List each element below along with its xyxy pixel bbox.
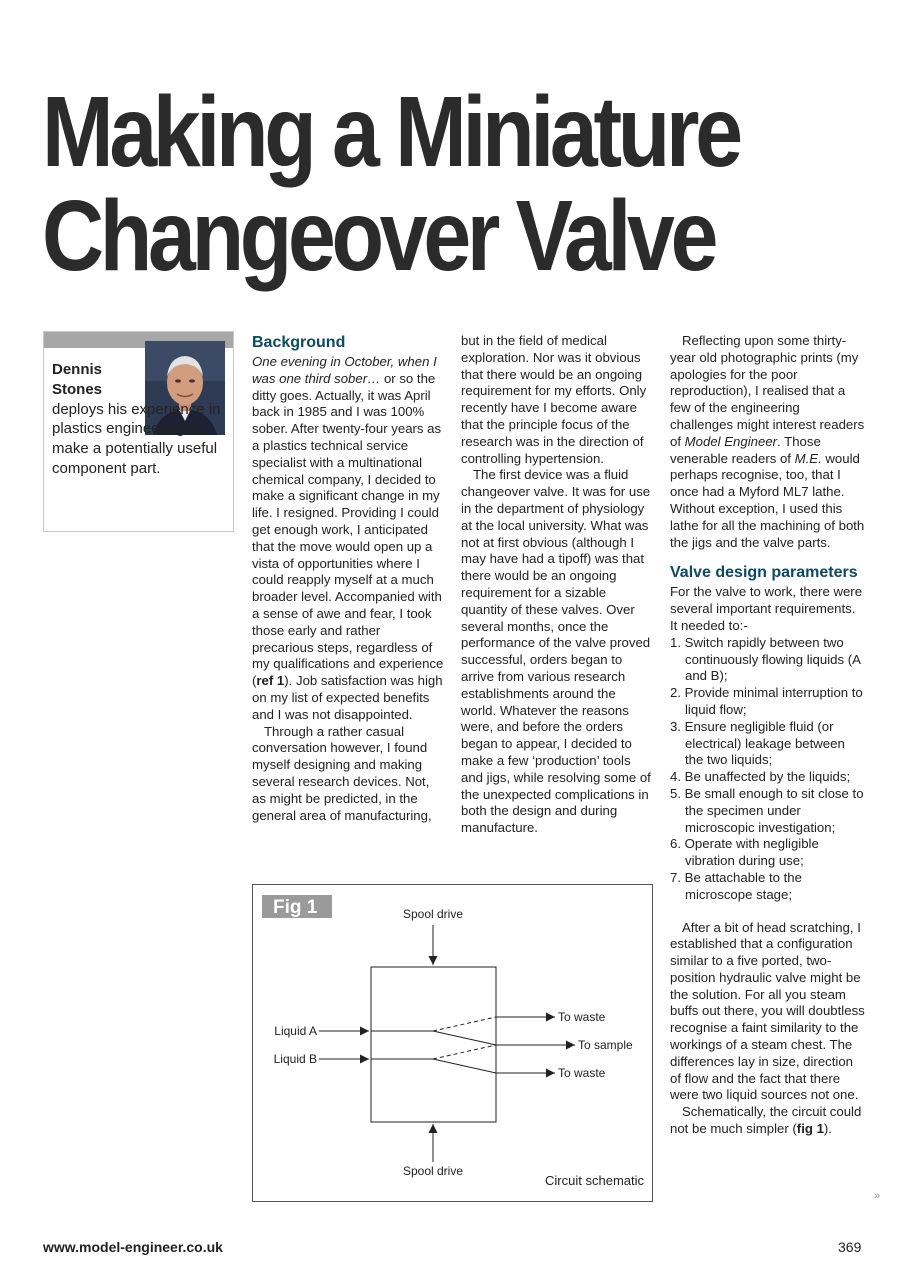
article-title (42, 76, 764, 292)
col3-p4-text-a: Schematically, the circuit could not be much simpler ( (670, 1104, 862, 1137)
col1-italic-lead: One evening in October, when I was one third sober… (252, 354, 437, 386)
col1-p1-text-b: ). Job satisfaction was high on my list of expected benefits and I was not disappointed. (252, 673, 443, 722)
circuit-schematic-diagram (253, 885, 652, 1201)
author-first-name: Dennis (52, 361, 103, 378)
col3-paragraph-3: After a bit of head scratching, I established that a configuration similar to a five ported, two-position hydraulic valve might be the solution. For all you steam buffs out there, you will doubtless recognise a faint similarity to the workings of a steam chest. The differences lay in size, direction of flow and the fact that there were two liquid sources not one. (670, 919, 865, 1103)
list-item: 2. Provide minimal interruption to liquid flow; (670, 685, 863, 717)
col2-paragraph-1: but in the field of medical exploration. Nor was it obvious that there would be an ongoing requirement for my efforts. Only recently have I become aware that the principle focus of the research was in the direction of controlling hypertension. (461, 333, 647, 466)
waste-top-label: To waste (558, 1010, 606, 1024)
footer-website: www.model-engineer.co.uk (43, 1239, 223, 1255)
flow-line-b-to-sample-dashed (433, 1045, 496, 1059)
model-engineer-italic: Model Engineer (684, 433, 778, 449)
sample-label: To sample (578, 1038, 633, 1052)
list-item: 7. Be attachable to the microscope stage; (670, 869, 802, 902)
column-2 (461, 333, 653, 837)
list-item: 4. Be unaffected by the liquids; (670, 769, 851, 785)
fig-label: Fig 1 (273, 897, 318, 918)
ref-1: ref 1 (256, 673, 285, 689)
title-line-2: Changeover Valve (42, 180, 715, 292)
fig-1-ref: fig 1 (796, 1121, 824, 1137)
continue-arrow-icon: » (874, 1190, 881, 1202)
figure-1 (252, 884, 653, 1202)
list-item: 6. Operate with negligible vibration during use; (670, 836, 819, 869)
list-item: 3. Ensure negligible fluid (or electrical) leakage between the two liquids; (670, 718, 845, 768)
requirements-list (670, 635, 865, 904)
col3-paragraph-1 (670, 333, 865, 551)
heading-valve-design-parameters: Valve design parameters (670, 564, 858, 582)
col3-paragraph-2: For the valve to work, there were several important requirements. It needed to:- (670, 584, 863, 633)
flow-line-a-to-sample (433, 1031, 496, 1045)
author-last-name: Stones (52, 380, 103, 398)
column-3 (670, 333, 865, 1138)
col2-paragraph-2: The first device was a fluid changeover valve. It was for use in the department of physiology at the local university. What was not at first obvious (although I may have had a tipoff) was that there would be an ongoing requirement for a sizable quantity of these valves. Over several months, once the performance of the valve proved successful, orders began to arrive from various research establishments around the world. Whatever the reasons were, and before the orders began to appear, I decided to make a few ‘production’ tools and jigs, while resolving some of the unexpected complications in both the design and during manufacture. (461, 467, 651, 836)
figure-caption: Circuit schematic (545, 1173, 644, 1188)
col3-p1-text-a: Reflecting upon some thirty-year old photographic prints (my apologies for the poor reproduction), I realised that a few of the engineering challenges might interest readers of (670, 333, 865, 449)
heading-background: Background (252, 334, 346, 351)
me-italic: M.E. (794, 450, 822, 466)
list-item: 1. Switch rapidly between two continuously flowing liquids (A and B); (670, 634, 861, 684)
col1-p1-text-a: or so the ditty goes. Actually, it was April back in 1985 and I was 100% sober. After twenty-four years as a plastics technical service specialist with a multinational chemical company, I decided to make a significant change in my life. I resigned. Providing I could get enough work, I anticipated that the move would open up a vista of opportunities where I could reapply myself at a much broader level. Accompanied with a sense of awe and fear, I took those early and rather precarious steps, regardless of my qualifications and experience ( (252, 370, 444, 689)
waste-bottom-label: To waste (558, 1066, 606, 1080)
valve-body-box (371, 967, 496, 1122)
col1-paragraph-1 (252, 354, 444, 724)
page-number: 369 (838, 1239, 862, 1255)
title-line-1: Making a Miniature (42, 76, 739, 188)
liquid-b-label: Liquid B (273, 1052, 317, 1066)
column-1 (252, 333, 444, 824)
spool-drive-top-label: Spool drive (402, 907, 464, 921)
col1-paragraph-2: Through a rather casual conversation however, I found myself designing and making several research devices. Not, as might be predicted, in the general area of manufacturing, (252, 723, 432, 823)
flow-line-a-to-waste-dashed (433, 1017, 496, 1031)
col3-p4-text-b: ). (823, 1121, 832, 1137)
spacer (670, 904, 865, 920)
col3-p1-text-c: would perhaps recognise, too, that I once had a Myford ML7 lathe. Without exception, I used this lathe for all the machining of both the jigs and the valve parts. (670, 450, 865, 550)
author-blurb: deploys his experience in plastics engineering to make a potentially useful component part. (52, 400, 221, 477)
col3-paragraph-4 (670, 1104, 865, 1138)
author-byline (52, 360, 232, 479)
col3-p1-text-b: . Those venerable readers of (670, 433, 821, 466)
liquid-a-label: Liquid A (274, 1024, 317, 1038)
spool-drive-bottom-label: Spool drive (402, 1164, 464, 1178)
list-item: 5. Be small enough to sit close to the specimen under microscopic investigation; (670, 785, 864, 835)
author-box (43, 331, 234, 532)
flow-line-b-to-waste (433, 1059, 496, 1073)
